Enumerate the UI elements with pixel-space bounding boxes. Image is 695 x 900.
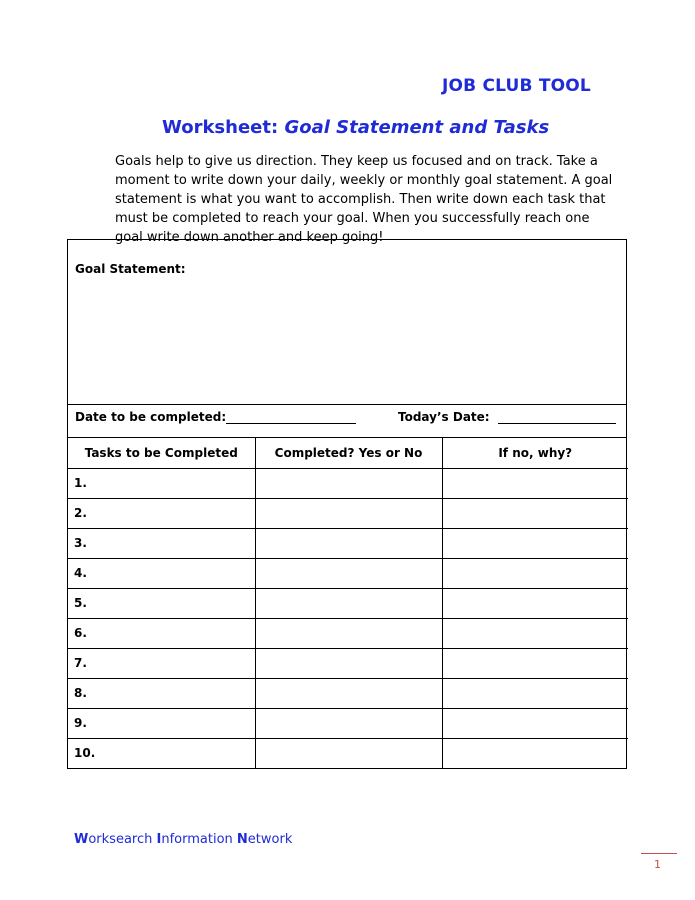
- dates-row: [68, 405, 626, 438]
- org-initial-w: W: [74, 832, 89, 847]
- column-header-completed: Completed? Yes or No: [255, 438, 442, 468]
- tasks-table: [68, 438, 628, 768]
- goal-statement-box[interactable]: [68, 240, 626, 405]
- todays-date-field[interactable]: [398, 410, 616, 424]
- why-cell[interactable]: [442, 588, 628, 618]
- completed-cell[interactable]: [255, 738, 442, 768]
- task-cell[interactable]: 1.: [68, 468, 255, 498]
- why-cell[interactable]: [442, 708, 628, 738]
- table-row: [68, 618, 628, 648]
- task-cell[interactable]: 7.: [68, 648, 255, 678]
- why-cell[interactable]: [442, 558, 628, 588]
- footer-organization: [74, 832, 292, 847]
- table-row: [68, 468, 628, 498]
- date-completed-label: Date to be completed:: [75, 410, 227, 424]
- org-text-2: nformation: [161, 832, 237, 847]
- why-cell[interactable]: [442, 498, 628, 528]
- why-cell[interactable]: [442, 468, 628, 498]
- todays-date-label: Today’s Date:: [398, 410, 490, 424]
- date-completed-field[interactable]: [75, 410, 356, 424]
- why-cell[interactable]: [442, 528, 628, 558]
- why-cell[interactable]: [442, 738, 628, 768]
- task-cell[interactable]: 3.: [68, 528, 255, 558]
- date-completed-line[interactable]: [226, 411, 356, 424]
- page-number: 1: [654, 858, 661, 871]
- task-cell[interactable]: 9.: [68, 708, 255, 738]
- completed-cell[interactable]: [255, 618, 442, 648]
- intro-paragraph: Goals help to give us direction. They keep us focused and on track. Take a moment to write down your daily, weekly or monthly goal statement. A goal statement is what you want to accomplish. Then write down each task that must be completed to reach your goal. When you successfully reach one goal write down another and keep going!: [115, 154, 613, 245]
- org-text-1: orksearch: [88, 832, 157, 847]
- table-row: [68, 678, 628, 708]
- why-cell[interactable]: [442, 648, 628, 678]
- page-number-rule: [641, 853, 677, 854]
- task-cell[interactable]: 10.: [68, 738, 255, 768]
- table-row: [68, 648, 628, 678]
- completed-cell[interactable]: [255, 528, 442, 558]
- column-header-tasks: Tasks to be Completed: [68, 438, 255, 468]
- table-row: [68, 528, 628, 558]
- org-initial-n: N: [236, 832, 248, 847]
- page-title: [162, 117, 549, 138]
- org-initial-i: I: [156, 832, 162, 847]
- task-cell[interactable]: 5.: [68, 588, 255, 618]
- title-prefix: Worksheet:: [162, 117, 285, 138]
- task-cell[interactable]: 8.: [68, 678, 255, 708]
- task-cell[interactable]: 6.: [68, 618, 255, 648]
- table-row: [68, 498, 628, 528]
- why-cell[interactable]: [442, 618, 628, 648]
- table-row: [68, 558, 628, 588]
- table-row: [68, 738, 628, 768]
- table-row: [68, 588, 628, 618]
- completed-cell[interactable]: [255, 558, 442, 588]
- goal-statement-label: Goal Statement:: [75, 262, 186, 276]
- completed-cell[interactable]: [255, 648, 442, 678]
- completed-cell[interactable]: [255, 708, 442, 738]
- why-cell[interactable]: [442, 678, 628, 708]
- completed-cell[interactable]: [255, 498, 442, 528]
- completed-cell[interactable]: [255, 468, 442, 498]
- task-cell[interactable]: 2.: [68, 498, 255, 528]
- completed-cell[interactable]: [255, 588, 442, 618]
- completed-cell[interactable]: [255, 678, 442, 708]
- org-text-3: etwork: [247, 832, 293, 847]
- worksheet-form: [67, 239, 627, 769]
- task-cell[interactable]: 4.: [68, 558, 255, 588]
- todays-date-line[interactable]: [498, 411, 616, 424]
- header-tool-label: JOB CLUB TOOL: [442, 76, 591, 96]
- table-row: [68, 708, 628, 738]
- column-header-why: If no, why?: [442, 438, 628, 468]
- tasks-header-row: [68, 438, 628, 468]
- title-emphasis: Goal Statement and Tasks: [284, 117, 550, 138]
